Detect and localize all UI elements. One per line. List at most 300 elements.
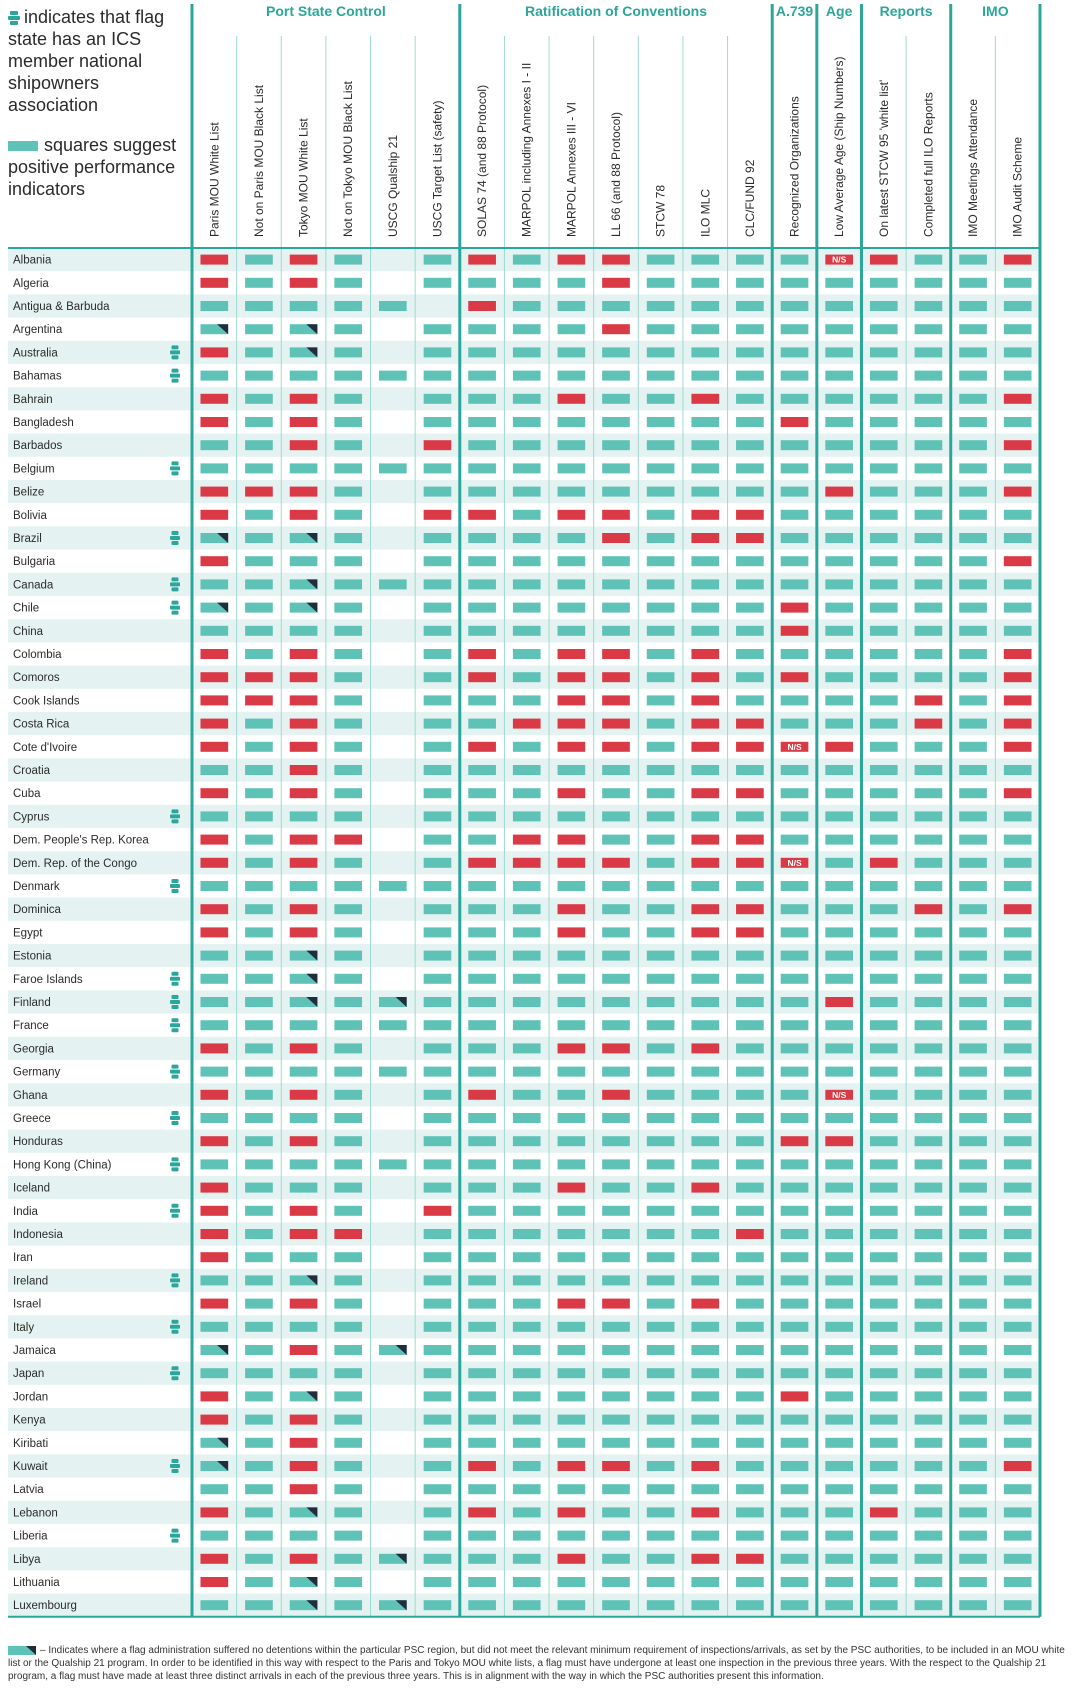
indicator-cell [959, 811, 987, 821]
indicator-cell [424, 997, 452, 1007]
indicator-cell [245, 881, 273, 891]
indicator-cell [825, 394, 853, 404]
indicator-cell [691, 719, 719, 729]
indicator-cell [468, 858, 496, 868]
indicator-cell [200, 1043, 228, 1053]
indicator-cell [334, 974, 362, 984]
indicator-cell [1004, 417, 1032, 427]
indicator-cell [602, 1600, 630, 1610]
indicator-cell [245, 835, 273, 845]
indicator-cell [558, 556, 586, 566]
indicator-cell [870, 881, 898, 891]
indicator-cell [1004, 742, 1032, 752]
indicator-cell [558, 1299, 586, 1309]
indicator-cell [602, 301, 630, 311]
country-label: Finland [13, 997, 51, 1009]
indicator-cell [468, 1368, 496, 1378]
indicator-cell [513, 1206, 541, 1216]
indicator-cell [245, 1043, 273, 1053]
indicator-cell [468, 742, 496, 752]
indicator-cell [915, 1322, 943, 1332]
indicator-cell [781, 649, 809, 659]
indicator-cell [558, 858, 586, 868]
indicator-cell [736, 1229, 764, 1239]
indicator-cell [200, 1600, 228, 1610]
indicator-cell [468, 1020, 496, 1030]
indicator-cell [200, 626, 228, 636]
indicator-cell [915, 371, 943, 381]
indicator-cell [691, 579, 719, 589]
indicator-cell [870, 1507, 898, 1517]
indicator-cell [781, 1345, 809, 1355]
indicator-cell [245, 417, 273, 427]
indicator-cell [915, 927, 943, 937]
indicator-cell [290, 1067, 318, 1077]
indicator-cell [558, 417, 586, 427]
indicator-cell [647, 556, 675, 566]
indicator-cell [959, 278, 987, 288]
indicator-cell [424, 1600, 452, 1610]
indicator-cell [1004, 301, 1032, 311]
indicator-cell [513, 1159, 541, 1169]
indicator-cell [334, 1391, 362, 1401]
indicator-cell [245, 1600, 273, 1610]
indicator-cell [290, 1020, 318, 1030]
indicator-cell [825, 1507, 853, 1517]
indicator-cell [602, 1206, 630, 1216]
indicator-cell [200, 394, 228, 404]
indicator-cell [1004, 463, 1032, 473]
indicator-cell [468, 463, 496, 473]
indicator-cell [334, 371, 362, 381]
ship-icon [170, 1529, 180, 1543]
indicator-cell [290, 1113, 318, 1123]
indicator-cell [379, 1020, 407, 1030]
indicator-cell [781, 1322, 809, 1332]
indicator-cell [513, 603, 541, 613]
indicator-cell [290, 1415, 318, 1425]
indicator-cell [424, 1415, 452, 1425]
indicator-cell [915, 1113, 943, 1123]
ship-icon [170, 577, 180, 591]
indicator-cell [647, 371, 675, 381]
indicator-cell [245, 1090, 273, 1100]
indicator-cell [290, 1461, 318, 1471]
country-label: Bolivia [13, 509, 47, 522]
squares-legend-text: suggest positive performance indicators [8, 135, 177, 199]
indicator-cell [959, 1507, 987, 1517]
indicator-cell [602, 1415, 630, 1425]
indicator-cell [334, 1113, 362, 1123]
indicator-cell [602, 649, 630, 659]
indicator-cell [870, 1183, 898, 1193]
indicator-cell [513, 1507, 541, 1517]
indicator-cell [602, 510, 630, 520]
indicator-cell [290, 626, 318, 636]
indicator-cell [245, 1159, 273, 1169]
indicator-cell [468, 487, 496, 497]
indicator-cell [200, 1275, 228, 1285]
indicator-cell [870, 278, 898, 288]
indicator-cell [602, 1531, 630, 1541]
indicator-cell [468, 1183, 496, 1193]
indicator-cell [334, 324, 362, 334]
indicator-cell [558, 510, 586, 520]
indicator-cell [602, 1577, 630, 1587]
column-label-7: MARPOL including Annexes I - II [519, 62, 534, 237]
column-label-10: STCW 78 [653, 184, 668, 237]
indicator-cell [468, 440, 496, 450]
ship-icon [170, 1018, 180, 1032]
indicator-cell [736, 417, 764, 427]
indicator-cell [602, 487, 630, 497]
indicator-cell [647, 533, 675, 543]
indicator-cell [736, 1136, 764, 1146]
indicator-cell [781, 904, 809, 914]
indicator-cell [513, 672, 541, 682]
indicator-cell [379, 301, 407, 311]
indicator-cell [647, 1600, 675, 1610]
indicator-cell [424, 579, 452, 589]
indicator-cell [825, 672, 853, 682]
indicator-cell [602, 603, 630, 613]
indicator-cell [290, 1438, 318, 1448]
indicator-cell [334, 487, 362, 497]
indicator-cell [647, 394, 675, 404]
indicator-cell [334, 603, 362, 613]
indicator-cell [200, 835, 228, 845]
indicator-cell [558, 765, 586, 775]
indicator-cell [558, 742, 586, 752]
indicator-cell [691, 835, 719, 845]
indicator-cell [468, 1159, 496, 1169]
indicator-cell [200, 719, 228, 729]
indicator-cell [424, 1484, 452, 1494]
indicator-cell [290, 1090, 318, 1100]
indicator-cell [334, 881, 362, 891]
indicator-cell [602, 278, 630, 288]
country-label: Barbados [13, 440, 63, 453]
indicator-cell [1004, 719, 1032, 729]
indicator-cell [781, 997, 809, 1007]
ship-icon [170, 1459, 180, 1473]
indicator-cell [424, 858, 452, 868]
indicator-cell [647, 440, 675, 450]
indicator-cell [1004, 1090, 1032, 1100]
indicator-cell [602, 742, 630, 752]
indicator-cell [691, 440, 719, 450]
indicator-cell [736, 533, 764, 543]
group-label-3: Age [825, 3, 853, 19]
indicator-cell [915, 1554, 943, 1564]
indicator-cell [691, 1206, 719, 1216]
indicator-cell [245, 904, 273, 914]
indicator-cell [647, 1159, 675, 1169]
indicator-cell [602, 672, 630, 682]
indicator-cell [736, 371, 764, 381]
indicator-cell [781, 394, 809, 404]
indicator-cell [870, 510, 898, 520]
indicator-cell [468, 695, 496, 705]
indicator-cell [424, 1090, 452, 1100]
indicator-cell [915, 974, 943, 984]
indicator-cell [513, 1322, 541, 1332]
indicator-cell [602, 417, 630, 427]
indicator-cell [825, 904, 853, 914]
indicator-cell [736, 1391, 764, 1401]
indicator-cell [1004, 1391, 1032, 1401]
indicator-cell [468, 324, 496, 334]
indicator-cell [468, 1206, 496, 1216]
indicator-cell [558, 974, 586, 984]
indicator-cell [602, 1229, 630, 1239]
indicator-cell [1004, 1415, 1032, 1425]
indicator-cell [870, 394, 898, 404]
indicator-cell [1004, 1020, 1032, 1030]
indicator-cell [647, 255, 675, 265]
indicator-cell [468, 811, 496, 821]
indicator-cell [334, 440, 362, 450]
indicator-cell [334, 510, 362, 520]
indicator-cell [825, 719, 853, 729]
country-label: Japan [13, 1368, 45, 1381]
indicator-cell [334, 417, 362, 427]
indicator-cell [513, 858, 541, 868]
indicator-cell [468, 301, 496, 311]
indicator-cell [513, 533, 541, 543]
indicator-cell [647, 1531, 675, 1541]
indicator-cell [825, 1600, 853, 1610]
indicator-cell [915, 1415, 943, 1425]
indicator-cell [915, 417, 943, 427]
indicator-cell [290, 695, 318, 705]
indicator-cell [513, 1090, 541, 1100]
indicator-cell [825, 1531, 853, 1541]
indicator-cell [513, 1415, 541, 1425]
country-label: Albania [13, 254, 52, 267]
indicator-cell [691, 1438, 719, 1448]
indicator-cell [290, 463, 318, 473]
indicator-cell [200, 1507, 228, 1517]
indicator-cell [513, 278, 541, 288]
indicator-cell [825, 487, 853, 497]
indicator-cell [558, 927, 586, 937]
indicator-cell [825, 301, 853, 311]
indicator-cell [825, 1229, 853, 1239]
indicator-cell [290, 1136, 318, 1146]
indicator-cell [200, 1159, 228, 1169]
indicator-cell [602, 1275, 630, 1285]
indicator-cell [870, 1461, 898, 1471]
indicator-cell [870, 371, 898, 381]
indicator-cell [959, 1600, 987, 1610]
indicator-cell [870, 1438, 898, 1448]
indicator-cell [468, 626, 496, 636]
indicator-cell [959, 649, 987, 659]
indicator-cell [200, 1113, 228, 1123]
indicator-cell [1004, 1507, 1032, 1517]
indicator-cell [424, 1206, 452, 1216]
indicator-cell [424, 881, 452, 891]
indicator-cell [602, 1507, 630, 1517]
indicator-cell [245, 1183, 273, 1193]
indicator-cell [736, 1043, 764, 1053]
indicator-cell [424, 1345, 452, 1355]
indicator-cell [691, 371, 719, 381]
indicator-cell [513, 1368, 541, 1378]
indicator-cell [424, 324, 452, 334]
indicator-cell [290, 1322, 318, 1332]
indicator-cell [468, 1252, 496, 1262]
indicator-cell [915, 463, 943, 473]
indicator-cell [959, 347, 987, 357]
indicator-cell [424, 811, 452, 821]
indicator-cell [959, 1090, 987, 1100]
indicator-cell [647, 1577, 675, 1587]
indicator-cell [558, 278, 586, 288]
indicator-cell [290, 1345, 318, 1355]
indicator-cell [691, 858, 719, 868]
indicator-cell [334, 1531, 362, 1541]
indicator-cell [736, 255, 764, 265]
indicator-cell [870, 1299, 898, 1309]
indicator-cell [781, 603, 809, 613]
indicator-cell [602, 626, 630, 636]
indicator-cell [647, 765, 675, 775]
indicator-cell [602, 1391, 630, 1401]
indicator-cell [334, 672, 362, 682]
indicator-cell [513, 1484, 541, 1494]
indicator-cell [915, 1461, 943, 1471]
indicator-cell [1004, 1159, 1032, 1169]
indicator-cell [647, 278, 675, 288]
indicator-cell [825, 510, 853, 520]
indicator-cell [334, 951, 362, 961]
indicator-cell [558, 951, 586, 961]
indicator-cell [334, 533, 362, 543]
indicator-cell [959, 1136, 987, 1146]
indicator-cell [468, 1600, 496, 1610]
indicator-cell [558, 1252, 586, 1262]
indicator-cell [736, 278, 764, 288]
indicator-cell [647, 1043, 675, 1053]
ns-label: N/S [832, 254, 847, 265]
indicator-cell [1004, 974, 1032, 984]
indicator-cell [513, 255, 541, 265]
indicator-cell [424, 1461, 452, 1471]
indicator-cell [558, 904, 586, 914]
country-label: Lebanon [13, 1507, 58, 1520]
indicator-cell [602, 1554, 630, 1564]
indicator-cell [290, 811, 318, 821]
indicator-cell [200, 1136, 228, 1146]
indicator-cell [870, 904, 898, 914]
indicator-cell [870, 579, 898, 589]
indicator-cell [959, 974, 987, 984]
indicator-cell [245, 1391, 273, 1401]
group-label-5: IMO [982, 3, 1009, 19]
indicator-cell [647, 672, 675, 682]
indicator-cell [334, 1368, 362, 1378]
indicator-cell [736, 324, 764, 334]
indicator-cell [558, 672, 586, 682]
country-label: France [13, 1020, 49, 1033]
indicator-cell [424, 788, 452, 798]
indicator-cell [781, 1136, 809, 1146]
country-label: India [13, 1205, 38, 1218]
indicator-cell [959, 1275, 987, 1285]
indicator-cell [781, 1020, 809, 1030]
indicator-cell [245, 1507, 273, 1517]
indicator-cell [1004, 255, 1032, 265]
indicator-cell [602, 1090, 630, 1100]
indicator-cell [558, 255, 586, 265]
indicator-cell [200, 1531, 228, 1541]
indicator-cell [334, 255, 362, 265]
indicator-cell [915, 255, 943, 265]
indicator-cell [959, 1577, 987, 1587]
indicator-cell [870, 858, 898, 868]
indicator-cell [647, 974, 675, 984]
indicator-cell [334, 278, 362, 288]
indicator-cell [691, 1322, 719, 1332]
indicator-cell [781, 927, 809, 937]
indicator-cell [379, 579, 407, 589]
indicator-cell [379, 371, 407, 381]
indicator-cell [1004, 1136, 1032, 1146]
country-label: Italy [13, 1321, 35, 1334]
indicator-cell [691, 1531, 719, 1541]
indicator-cell [825, 765, 853, 775]
indicator-cell [870, 835, 898, 845]
indicator-cell [959, 440, 987, 450]
indicator-cell [691, 487, 719, 497]
indicator-cell [959, 1183, 987, 1193]
indicator-cell [915, 649, 943, 659]
indicator-cell [915, 719, 943, 729]
indicator-cell [915, 603, 943, 613]
indicator-cell [647, 1020, 675, 1030]
indicator-cell [825, 927, 853, 937]
indicator-cell [558, 1554, 586, 1564]
country-label: Denmark [13, 881, 60, 893]
indicator-cell [781, 1531, 809, 1541]
indicator-cell [1004, 1322, 1032, 1332]
indicator-cell [602, 394, 630, 404]
indicator-cell [915, 695, 943, 705]
indicator-cell [781, 626, 809, 636]
indicator-cell [200, 278, 228, 288]
indicator-cell [468, 1275, 496, 1285]
indicator-cell [825, 278, 853, 288]
indicator-cell [200, 695, 228, 705]
indicator-cell [200, 974, 228, 984]
indicator-cell [245, 1368, 273, 1378]
indicator-cell [870, 255, 898, 265]
indicator-cell [870, 1531, 898, 1541]
indicator-cell [334, 1577, 362, 1587]
indicator-cell [334, 997, 362, 1007]
indicator-cell [200, 1020, 228, 1030]
indicator-cell [245, 1577, 273, 1587]
indicator-cell [513, 1020, 541, 1030]
indicator-cell [691, 255, 719, 265]
indicator-cell [558, 835, 586, 845]
indicator-cell [647, 603, 675, 613]
indicator-cell [959, 835, 987, 845]
indicator-cell [915, 997, 943, 1007]
indicator-cell [513, 440, 541, 450]
